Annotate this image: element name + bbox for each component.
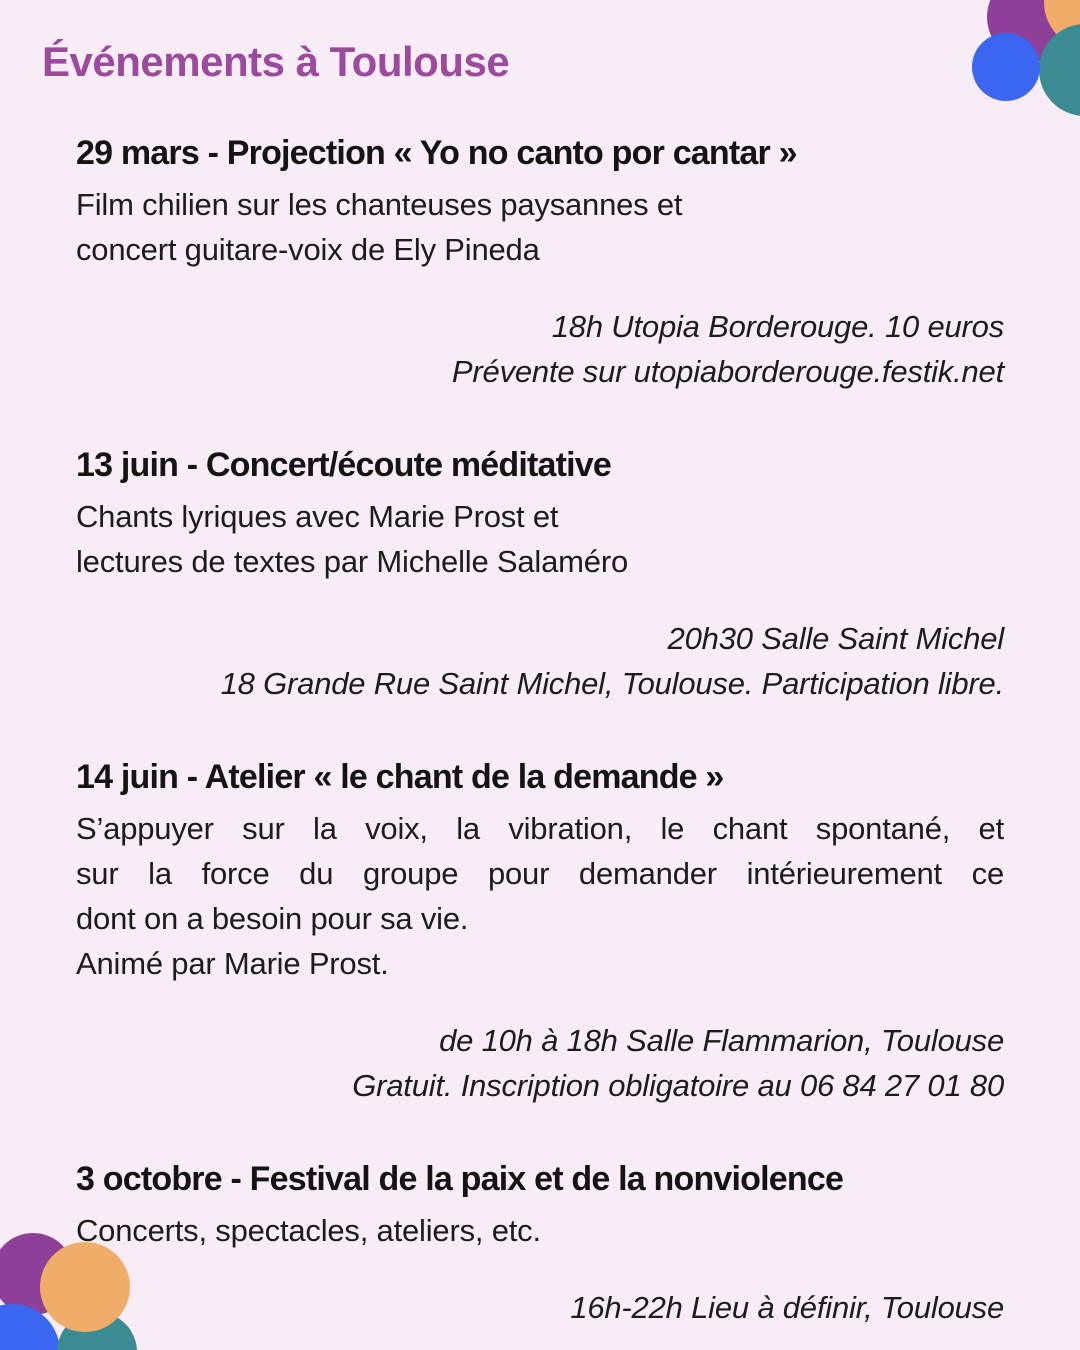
event-description <box>76 806 1004 986</box>
event-info <box>76 304 1004 394</box>
event-item-29-mars <box>76 130 1004 394</box>
event-description <box>76 494 1004 584</box>
event-info <box>76 1285 1004 1330</box>
description-line: S’appuyer sur la voix, la vibration, le chant spontané, et <box>76 811 1004 846</box>
info-line: 20h30 Salle Saint Michel <box>667 621 1004 656</box>
info-line: de 10h à 18h Salle Flammarion, Toulouse <box>439 1023 1004 1058</box>
event-info <box>76 1018 1004 1108</box>
event-description <box>76 182 1004 272</box>
info-line: 18 Grande Rue Saint Michel, Toulouse. Participation libre. <box>220 666 1004 701</box>
page-title: Événements à Toulouse <box>42 38 510 85</box>
info-line: 16h-22h Lieu à définir, Toulouse <box>570 1290 1004 1325</box>
description-line: lectures de textes par Michelle Salaméro <box>76 544 628 579</box>
description-line: Concerts, spectacles, ateliers, etc. <box>76 1213 541 1248</box>
event-heading: 14 juin - Atelier « le chant de la demande » <box>76 758 724 796</box>
info-line: 18h Utopia Borderouge. 10 euros <box>551 309 1004 344</box>
info-line: Gratuit. Inscription obligatoire au 06 84 27 01 80 <box>352 1068 1004 1103</box>
description-line: concert guitare-voix de Ely Pineda <box>76 232 540 267</box>
description-line: Film chilien sur les chanteuses paysannes et <box>76 187 683 222</box>
event-info <box>76 616 1004 706</box>
description-line: Chants lyriques avec Marie Prost et <box>76 499 559 534</box>
events-list <box>0 130 1080 1330</box>
event-heading: 13 juin - Concert/écoute méditative <box>76 446 612 484</box>
description-line: dont on a besoin pour sa vie. <box>76 901 469 936</box>
description-line: Animé par Marie Prost. <box>76 946 389 981</box>
event-item-3-octobre <box>76 1156 1004 1330</box>
info-line: Prévente sur utopiaborderouge.festik.net <box>451 354 1004 389</box>
event-description <box>76 1208 1004 1253</box>
event-heading: 3 octobre - Festival de la paix et de la nonviolence <box>76 1160 844 1198</box>
event-item-14-juin <box>76 754 1004 1108</box>
event-item-13-juin <box>76 442 1004 706</box>
description-line: sur la force du groupe pour demander intérieurement ce <box>76 856 1004 891</box>
event-heading: 29 mars - Projection « Yo no canto por cantar » <box>76 134 797 172</box>
